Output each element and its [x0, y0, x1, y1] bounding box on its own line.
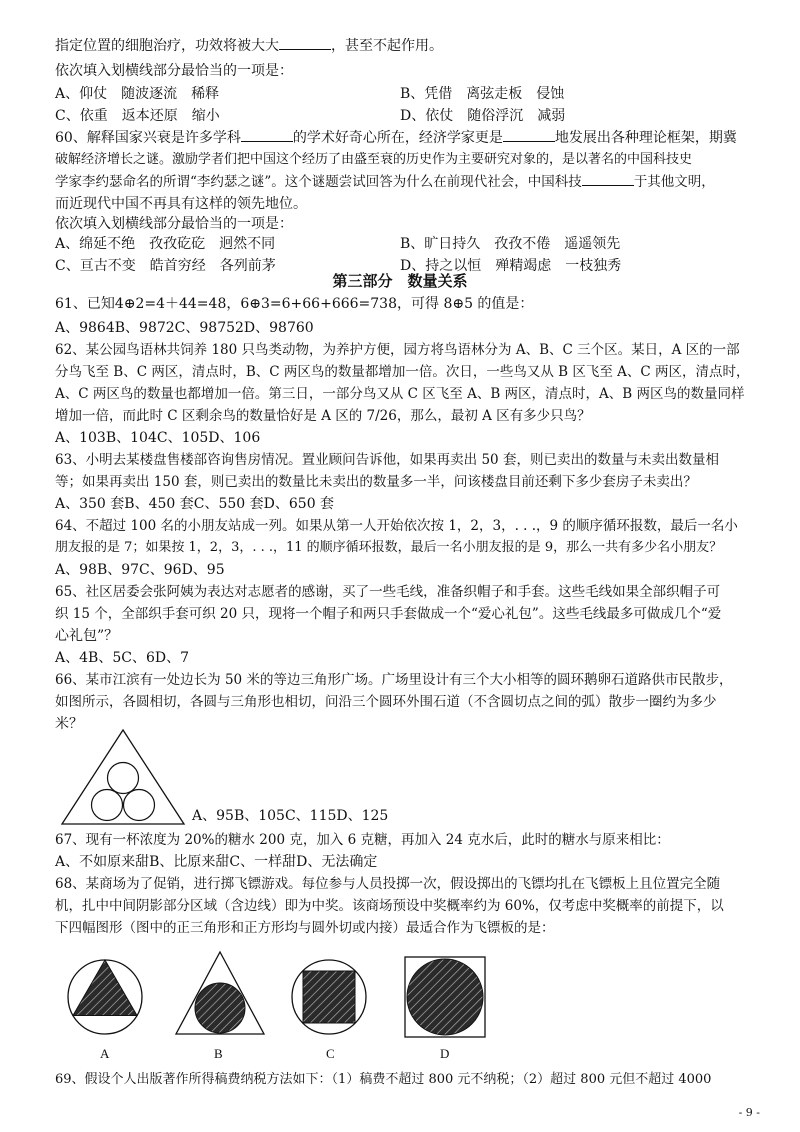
q66-option-c: C、115: [284, 808, 337, 824]
figure-label-d: D: [440, 1046, 450, 1061]
q65-option-a: A、4: [55, 650, 89, 666]
q67-option-c: C、一样甜: [229, 854, 297, 870]
q59-option-b: B、凭借 离弦走板 侵蚀: [400, 86, 565, 102]
q63-option-d: D、650 套: [263, 496, 335, 512]
q66-option-a: A、95: [192, 808, 234, 824]
dartboard-b-figure: [174, 950, 266, 1036]
dartboard-a-figure: [66, 958, 144, 1036]
q60-option-c: C、亘古不变 皓首穷经 各列前茅: [55, 258, 276, 274]
q60-option-d: D、持之以恒 殚精竭虑 一枝独秀: [400, 258, 622, 274]
q62-option-c: C、105: [156, 430, 209, 446]
q65-option-b: B、5: [88, 650, 122, 666]
q60-line1-a: 60、解释国家兴衰是许多学科: [55, 130, 241, 146]
q63-option-c: C、550 套: [193, 496, 264, 512]
figure-label-a: A: [100, 1046, 110, 1061]
figure-label-c: C: [326, 1046, 335, 1061]
blank: [241, 128, 293, 142]
dartboard-d-figure: [404, 956, 486, 1038]
triangle-three-circles-figure: [58, 726, 188, 826]
q68-line1: 68、某商场为了促销，进行掷飞镖游戏。每位参与人员投掷一次，假设掷出的飞镖均扎在飞镖板上且位置完全随: [55, 876, 721, 892]
q60-line3-b: 于其他文明，: [633, 174, 715, 190]
q59-option-a: A、仰仗 随波逐流 稀释: [55, 86, 220, 102]
q64-line2: 朋友报的是 7；如果按 1，2，3，. . .，11 的顺序循环报数，最后一名小朋友报的是 9，那么一共有多少名小朋友？: [55, 540, 723, 555]
q62-line1: 62、某公园鸟语林共饲养 180 只鸟类动物，为养护方便，园方将鸟语林分为 A、B、C 三个区。某日，A 区的一部: [55, 342, 740, 358]
q65-line3: 心礼包”？: [55, 628, 119, 644]
q65-line1: 65、社区居委会张阿姨为表达对志愿者的感谢，买了一些毛线，准备织帽子和手套。这些毛线如果全部织帽子可: [55, 584, 721, 600]
q60-option-b: B、旷日持久 孜孜不倦 遥遥领先: [400, 236, 621, 252]
q67-stem: 67、现有一杯浓度为 20%的糖水 200 克，加入 6 克糖，再加入 24 克水后，此时的糖水与原来相比：: [55, 832, 670, 848]
q62-option-d: D、106: [208, 430, 261, 446]
q59-option-d: D、依仗 随俗浮沉 减弱: [400, 108, 566, 124]
q59-stem-a: 指定位置的细胞治疗，功效将被大大: [55, 38, 279, 54]
q69-line1: 69、假设个人出版著作所得稿费纳税方法如下：（1）稿费不超过 800 元不纳税；（2）超过 800 元但不超过 4000: [55, 1072, 712, 1087]
q65-line2: 织 15 个，全部织手套可织 20 只，现将一个帽子和两只手套做成一个“爱心礼包”。这些毛线最多可做成几个“爱: [55, 606, 722, 622]
q62-options: [55, 428, 260, 448]
q65-options: [55, 648, 189, 668]
q61-option-a: A、9864: [55, 320, 115, 336]
q66-option-b: B、105: [233, 808, 285, 824]
q67-option-d: D、无法确定: [296, 854, 378, 870]
q64-option-d: D、95: [181, 562, 225, 578]
q66-line2: 如图所示，各圆相切，各圆与三角形也相切，问沿三个圆环外围石道（不含圆切点之间的弧）散步一圈约为多少: [55, 694, 717, 710]
q59-prompt: 依次填入划横线部分最恰当的一项是：: [55, 63, 293, 79]
q63-line2: 等；如果再卖出 150 套，则已卖出的数量比未卖出的数量多一半，问该楼盘目前还剩下多少套房子未卖出？: [55, 474, 697, 490]
q61-stem: 61、已知4⊕2=4＋44=48，6⊕3=6+66+666=738，可得 8⊕5 的值是：: [55, 296, 534, 312]
q60-line3-a: 学家李约瑟命名的所谓“李约瑟之谜”。这个谜题尝试回答为什么在前现代社会，中国科技: [55, 174, 582, 190]
section-title: 第三部分 数量关系: [332, 272, 468, 290]
blank: [582, 172, 634, 186]
q60-line2: 破解经济增长之谜。激励学者们把中国这个经历了由盛至衰的历史作为主要研究对象的，是以著名的中国科技史: [55, 152, 693, 167]
q62-option-a: A、103: [55, 430, 106, 446]
q64-line1: 64、不超过 100 名的小朋友站成一列。如果从第一人开始依次按 1，2，3，. . .，9 的顺序循环报数，最后一名小: [55, 518, 738, 534]
q60-line3: [55, 172, 715, 192]
q63-option-b: B、450 套: [124, 496, 194, 512]
blank: [503, 128, 555, 142]
q67-options: [55, 852, 377, 872]
q66-option-d: D、125: [336, 808, 389, 824]
q60-line1-c: 地发展出各种理论框架，期冀: [554, 130, 737, 146]
q62-line3: A、C 两区鸟的数量也都增加一倍。第三日，一部分鸟又从 C 区飞至 A、B 两区，清点时，A、B 两区鸟的数量同样: [55, 386, 745, 402]
q59-option-c: C、依重 返本还原 缩小: [55, 108, 220, 124]
q61-options: [55, 318, 314, 338]
q63-options: [55, 494, 334, 514]
q66-options: [192, 806, 388, 826]
q65-option-c: C、6: [121, 650, 155, 666]
q61-option-c: C、98752: [174, 320, 244, 336]
q67-option-a: A、不如原来甜: [55, 854, 150, 870]
q62-line4: 增加一倍，而此时 C 区剩余鸟的数量恰好是 A 区的 7/26，那么，最初 A 区有多少只鸟？: [55, 408, 591, 424]
figure-label-b: B: [214, 1046, 223, 1061]
q60-line4: 而近现代中国不再具有这样的领先地位。: [55, 196, 307, 212]
q63-line1: 63、小明去某楼盘售楼部咨询售房情况。置业顾问告诉他，如果再卖出 50 套，则已卖出的数量与未卖出数量相: [55, 452, 719, 468]
q62-option-b: B、104: [105, 430, 157, 446]
q67-option-b: B、比原来甜: [149, 854, 230, 870]
q61-option-b: B、9872: [114, 320, 175, 336]
q60-line1-b: 的学术好奇心所在，经济学家更是: [292, 130, 503, 146]
q66-line1: 66、某市江滨有一处边长为 50 米的等边三角形广场。广场里设计有三个大小相等的圆环鹅卵石道路供市民散步，: [55, 672, 733, 688]
q60-option-a: A、绵延不绝 孜孜矻矻 迥然不同: [55, 236, 276, 252]
q66-line3: 米？: [55, 716, 83, 732]
q60-prompt: 依次填入划横线部分最恰当的一项是：: [55, 216, 293, 232]
q60-line1: [55, 128, 737, 148]
q64-option-a: A、98: [55, 562, 97, 578]
q65-option-d: D、7: [154, 650, 189, 666]
q61-option-d: D、98760: [243, 320, 314, 336]
page-number: - 9 -: [738, 1106, 760, 1119]
q59-stem-b: ，甚至不起作用。: [331, 38, 443, 54]
q62-line2: 分鸟飞至 B、C 两区，清点时，B、C 两区鸟的数量都增加一倍。次日，一些鸟又从 B 区飞至 A、C 两区，清点时，: [55, 364, 750, 380]
q68-line3: 下四幅图形（图中的正三角形和正方形均与圆外切或内接）最适合作为飞镖板的是：: [55, 920, 555, 936]
q68-line2: 机，扎中中间阴影部分区域（含边线）即为中奖。该商场预设中奖概率约为 60%，仅考虑中奖概率的前提下，以: [55, 898, 724, 914]
q64-options: [55, 560, 225, 580]
q63-option-a: A、350 套: [55, 496, 125, 512]
q59-stem: [55, 36, 443, 56]
q64-option-b: B、97: [96, 562, 140, 578]
dartboard-c-figure: [290, 958, 368, 1036]
blank: [279, 36, 331, 50]
q64-option-c: C、96: [139, 562, 182, 578]
